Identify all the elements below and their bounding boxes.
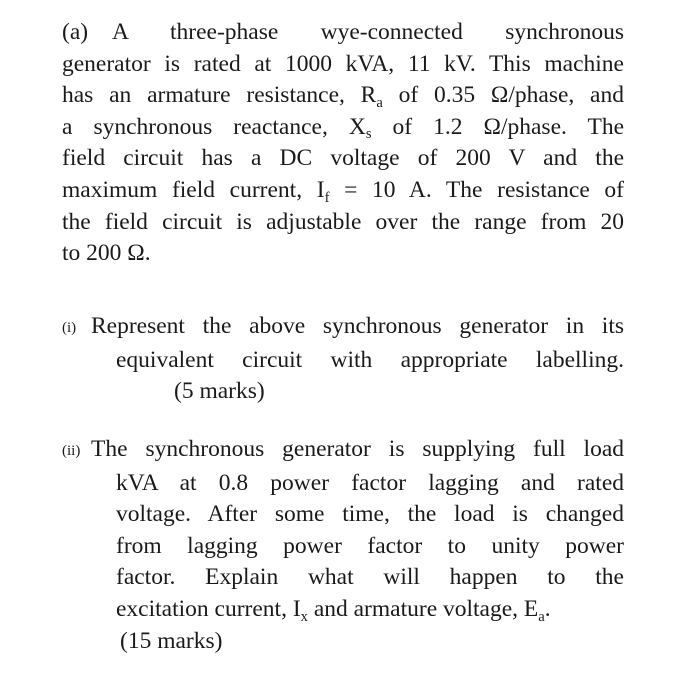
part-a-line-6: maximum field current, If = 10 A. The resistance of [62, 176, 624, 206]
part-a-line-7: the field circuit is adjustable over the range from 20 [62, 208, 624, 235]
part-i-marks: (5 marks) [174, 378, 265, 405]
part-ii-line-6: excitation current, Ix and armature voltage, Ea. [116, 595, 551, 625]
part-a-line-5: field circuit has a DC voltage of 200 V and the [62, 145, 624, 172]
part-a-label: (a) [62, 19, 89, 45]
part-ii-line-4: from lagging power factor to unity power [116, 532, 624, 559]
question-part-a [62, 17, 624, 270]
part-i-line-1: (i) Represent the above synchronous generator in its [62, 311, 624, 345]
part-ii-line-5: factor. Explain what will happen to the [116, 564, 624, 591]
part-ii-number: (ii) [62, 443, 81, 459]
part-i-number: (i) [62, 320, 77, 336]
part-ii-line-2: kVA at 0.8 power factor lagging and rated [116, 469, 624, 496]
question-part-ii [62, 434, 624, 657]
part-a-line-3: has an armature resistance, Ra of 0.35 Ω/phase, and [62, 82, 624, 111]
part-ii-body [62, 468, 624, 658]
part-a-line-1: (a) A three-phase wye-connected synchronous [62, 17, 624, 49]
question-part-i [62, 311, 624, 408]
part-a-line-4: a synchronous reactance, Xs of 1.2 Ω/phase. The [62, 113, 625, 143]
part-ii-marks: (15 marks) [120, 627, 223, 654]
part-ii-line-1: (ii) The synchronous generator is supplying full load [62, 434, 624, 468]
part-i-line-2: equivalent circuit with appropriate labelling. [116, 346, 624, 373]
part-a-line-8: to 200 Ω. [62, 240, 151, 267]
part-a-line-2: generator is rated at 1000 kVA, 11 kV. This machine [62, 50, 624, 77]
part-i-body [62, 345, 624, 408]
part-ii-line-3: voltage. After some time, the load is changed [116, 501, 624, 528]
